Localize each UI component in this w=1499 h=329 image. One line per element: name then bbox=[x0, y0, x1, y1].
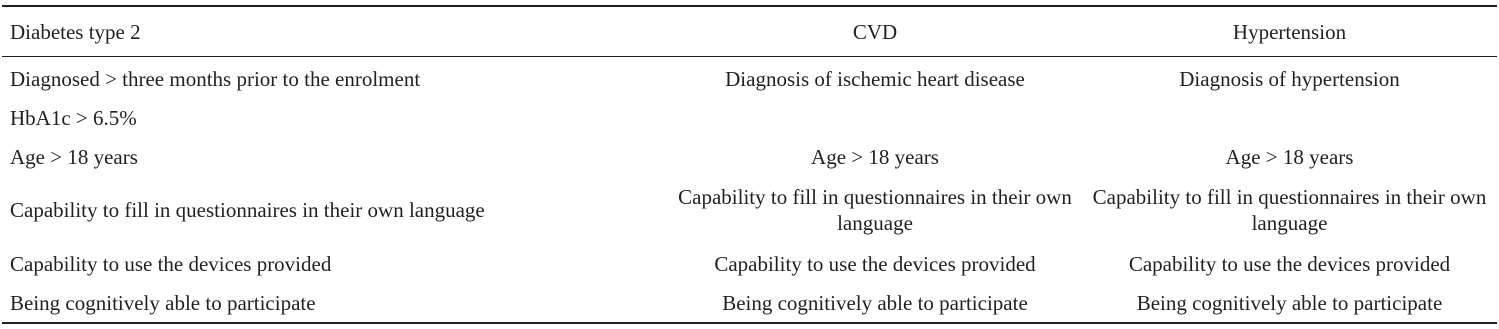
cell-hypertension: Capability to fill in questionnaires in their own language bbox=[1092, 185, 1487, 235]
cell-cvd: Being cognitively able to participate bbox=[722, 290, 1028, 315]
table-row bbox=[2, 176, 1497, 244]
cell-cvd bbox=[668, 98, 1082, 137]
cell-diabetes: Capability to use the devices provided bbox=[10, 251, 332, 276]
cell-diabetes: Being cognitively able to participate bbox=[10, 290, 316, 315]
cell-hypertension: Diagnosis of hypertension bbox=[1179, 66, 1400, 91]
cell-diabetes: HbA1c > 6.5% bbox=[10, 105, 137, 130]
table-row bbox=[2, 57, 1497, 99]
cell-diabetes: Age > 18 years bbox=[10, 144, 138, 169]
header-diabetes-type-2: Diabetes type 2 bbox=[10, 19, 141, 44]
header-cvd: CVD bbox=[852, 19, 898, 44]
header-row bbox=[2, 6, 1497, 57]
table-row bbox=[2, 283, 1497, 323]
cell-hypertension: Age > 18 years bbox=[1225, 144, 1354, 169]
cell-diabetes: Capability to fill in questionnaires in their own language bbox=[10, 198, 485, 222]
cell-cvd: Capability to fill in questionnaires in their own language bbox=[678, 185, 1072, 235]
cell-hypertension: Being cognitively able to participate bbox=[1136, 290, 1443, 315]
table-row bbox=[2, 244, 1497, 283]
table-row bbox=[2, 98, 1497, 137]
cell-hypertension: Capability to use the devices provided bbox=[1128, 251, 1451, 276]
cell-hypertension bbox=[1082, 98, 1497, 137]
header-hypertension: Hypertension bbox=[1232, 19, 1347, 44]
cell-cvd: Diagnosis of ischemic heart disease bbox=[725, 66, 1025, 91]
inclusion-criteria-table bbox=[2, 5, 1497, 324]
table-header bbox=[2, 6, 1497, 57]
cell-cvd: Capability to use the devices provided bbox=[714, 251, 1036, 276]
table-body bbox=[2, 57, 1497, 324]
table-row bbox=[2, 137, 1497, 176]
cell-diabetes: Diagnosed > three months prior to the enrolment bbox=[10, 66, 421, 91]
cell-cvd: Age > 18 years bbox=[811, 144, 939, 169]
